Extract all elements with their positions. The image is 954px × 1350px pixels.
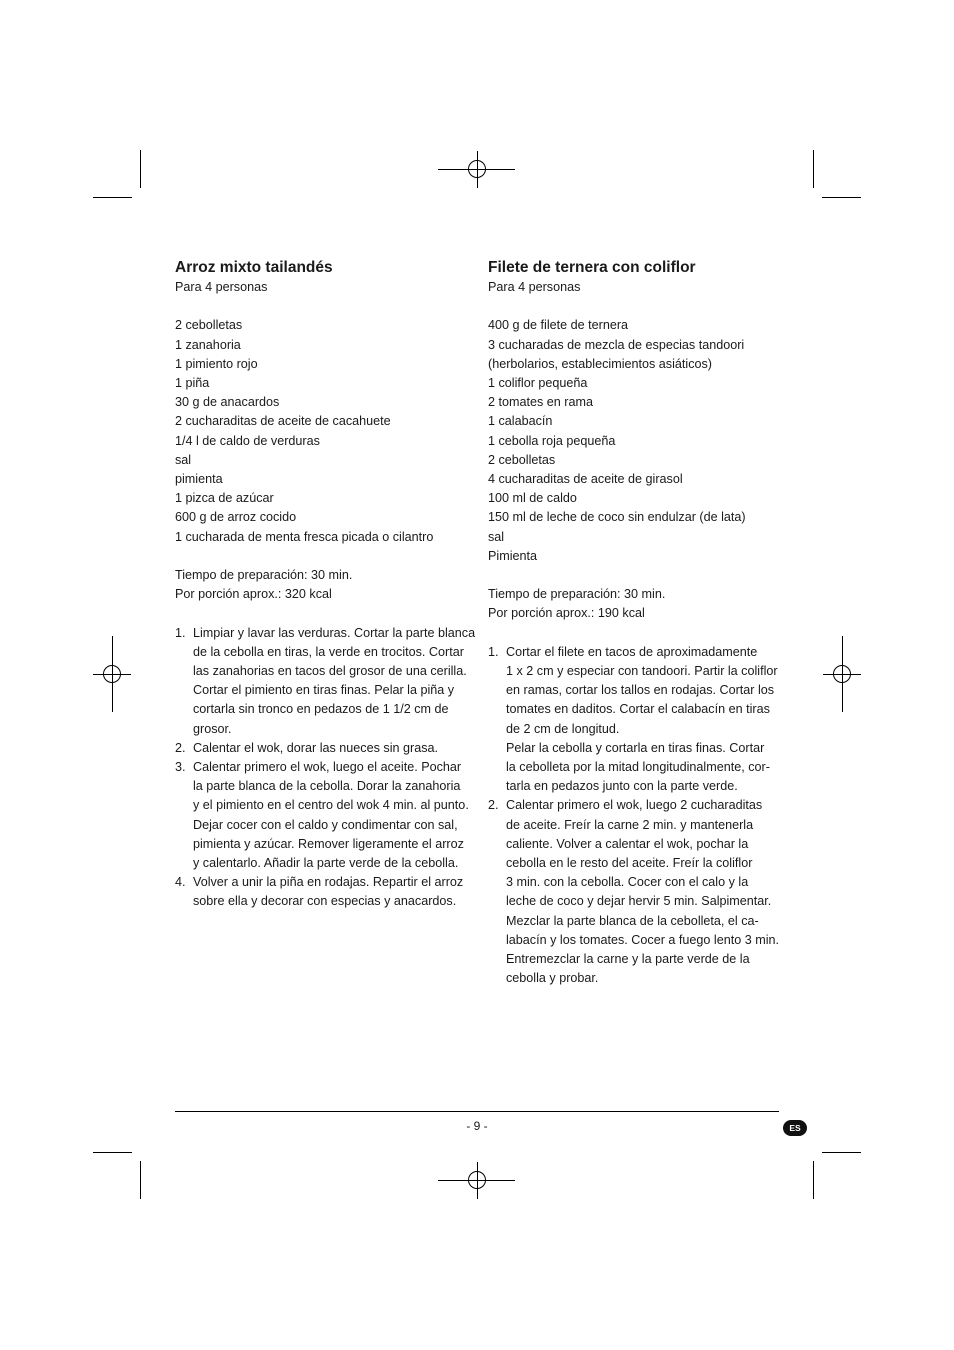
step-number: 4. <box>175 875 186 890</box>
ingredient: (herbolarios, establecimientos asiáticos) <box>488 356 712 371</box>
ingredient: 150 ml de leche de coco sin endulzar (de lata) <box>488 510 746 525</box>
step-line: 3 min. con la cebolla. Cocer con el calo y la <box>506 875 749 890</box>
crop-mark <box>822 1152 861 1153</box>
step-line: caliente. Volver a calentar el wok, pochar la <box>506 836 749 851</box>
step <box>488 643 780 797</box>
step-line: de aceite. Freír la carne 2 min. y mantenerla <box>506 817 754 832</box>
ingredient: 1 coliflor pequeña <box>488 376 588 390</box>
step-line: sobre ella y decorar con especias y anacardos. <box>193 894 457 909</box>
step-number: 3. <box>175 760 186 775</box>
step-line: labacín y los tomates. Cocer a fuego lento 3 min. <box>506 932 780 947</box>
step <box>175 739 470 758</box>
step-line: cebolla en le resto del aceite. Freír la coliflor <box>506 856 753 871</box>
step-line: tarla en pedazos junto con la parte verde. <box>506 779 738 794</box>
recipe-left <box>175 258 476 912</box>
step-line: 1 x 2 cm y especiar con tandoori. Partir la coliflor <box>506 664 778 679</box>
registration-circle <box>468 160 486 178</box>
step-line: Cortar el pimiento en tiras finas. Pelar la piña y <box>193 683 455 698</box>
step-line: leche de coco y dejar hervir 5 min. Salpimentar. <box>506 894 772 909</box>
ingredient: 400 g de filete de ternera <box>488 318 629 333</box>
crop-mark <box>93 197 132 198</box>
ingredient: 30 g de anacardos <box>175 395 280 410</box>
step-line: Entremezclar la carne y la parte verde de la <box>506 952 750 967</box>
ingredient: 2 cebolletas <box>488 452 556 467</box>
ingredient: 1 calabacín <box>488 414 553 429</box>
calories: Por porción aprox.: 320 kcal <box>175 587 332 602</box>
ingredient: 2 cebolletas <box>175 318 243 333</box>
recipe-title: Arroz mixto tailandés <box>175 259 333 276</box>
ingredient: Pimienta <box>488 548 537 563</box>
crop-mark <box>822 197 861 198</box>
step-line: la cebolleta por la mitad longitudinalmente, cor- <box>506 760 770 775</box>
ingredient: 2 tomates en rama <box>488 395 593 410</box>
calories: Por porción aprox.: 190 kcal <box>488 606 645 621</box>
ingredient-list <box>488 316 780 566</box>
step-line: y calentarlo. Añadir la parte verde de la cebolla. <box>193 856 459 871</box>
step-line: las zanahorias en tacos del grosor de una cerilla. <box>193 664 467 679</box>
ingredient: 1 cebolla roja pequeña <box>488 433 616 448</box>
crop-mark <box>813 150 814 188</box>
step-line: tomates en daditos. Cortar el calabacín en tiras <box>506 702 770 717</box>
servings: Para 4 personas <box>175 280 268 294</box>
step-line: Volver a unir la piña en rodajas. Repartir el arroz <box>193 875 464 890</box>
recipe-right <box>488 258 780 988</box>
prep-time: Tiempo de preparación: 30 min. <box>488 587 666 602</box>
registration-circle <box>833 665 851 683</box>
ingredient: 4 cucharaditas de aceite de girasol <box>488 472 683 487</box>
ingredient: sal <box>488 529 505 544</box>
step-line: cebolla y probar. <box>506 971 599 986</box>
ingredient: 1 pimiento rojo <box>175 356 258 371</box>
footer-rule <box>175 1111 779 1112</box>
step-line: Calentar primero el wok, luego 2 cucharaditas <box>506 798 763 813</box>
step-line: Limpiar y lavar las verduras. Cortar la parte blanca <box>193 625 476 640</box>
step-line: en ramas, cortar los tallos en rodajas. Cortar los <box>506 683 775 698</box>
step-number: 1. <box>175 625 186 640</box>
step <box>488 796 780 988</box>
ingredient: 1 cucharada de menta fresca picada o cilantro <box>175 529 434 544</box>
ingredient: 100 ml de caldo <box>488 491 577 506</box>
prep-time: Tiempo de preparación: 30 min. <box>175 568 353 583</box>
crop-mark <box>813 1161 814 1199</box>
registration-circle <box>468 1171 486 1189</box>
ingredient-list <box>175 316 470 546</box>
step-line: cortarla sin tronco en pedazos de 1 1/2 cm de <box>193 702 449 717</box>
ingredient: 600 g de arroz cocido <box>175 510 297 525</box>
crop-mark <box>140 150 141 188</box>
ingredient: 3 cucharadas de mezcla de especias tandoori <box>488 337 745 352</box>
ingredient: pimienta <box>175 472 223 487</box>
step-line: Cortar el filete en tacos de aproximadamente <box>506 644 758 659</box>
step-number: 2. <box>175 740 186 755</box>
ingredient: 1 piña <box>175 376 210 390</box>
page-number: - 9 - <box>466 1119 488 1133</box>
step-line: Dejar cocer con el caldo y condimentar con sal, <box>193 817 458 832</box>
ingredient: sal <box>175 452 192 467</box>
step-line: Calentar primero el wok, luego el aceite. Pochar <box>193 760 462 775</box>
step <box>175 624 476 739</box>
step-line: Calentar el wok, dorar las nueces sin grasa. <box>193 740 439 755</box>
step <box>175 873 470 911</box>
recipe-title: Filete de ternera con coliflor <box>488 259 696 276</box>
step-number: 1. <box>488 644 499 659</box>
step-line: pimienta y azúcar. Remover ligeramente el arroz <box>193 836 464 851</box>
step-line: Pelar la cebolla y cortarla en tiras finas. Cortar <box>506 740 765 755</box>
step-line: de 2 cm de longitud. <box>506 721 620 736</box>
step-line: Mezclar la parte blanca de la cebolleta, el ca- <box>506 913 759 928</box>
step-line: y el pimiento en el centro del wok 4 min. al punto. <box>193 798 469 813</box>
step-number: 2. <box>488 798 499 813</box>
step-line: de la cebolla en tiras, la verde en trocitos. Cortar <box>193 644 464 659</box>
step-list <box>175 624 476 912</box>
registration-circle <box>103 665 121 683</box>
step-line: grosor. <box>193 721 232 736</box>
ingredient: 1/4 l de caldo de verduras <box>175 433 320 448</box>
step <box>175 758 470 873</box>
crop-mark <box>140 1161 141 1199</box>
crop-mark <box>93 1152 132 1153</box>
ingredient: 2 cucharaditas de aceite de cacahuete <box>175 414 391 429</box>
step-line: la parte blanca de la cebolla. Dorar la zanahoria <box>193 779 461 794</box>
servings: Para 4 personas <box>488 280 581 294</box>
ingredient: 1 pizca de azúcar <box>175 491 274 506</box>
ingredient: 1 zanahoria <box>175 337 241 352</box>
language-badge: ES <box>783 1120 807 1136</box>
step-list <box>488 643 780 989</box>
